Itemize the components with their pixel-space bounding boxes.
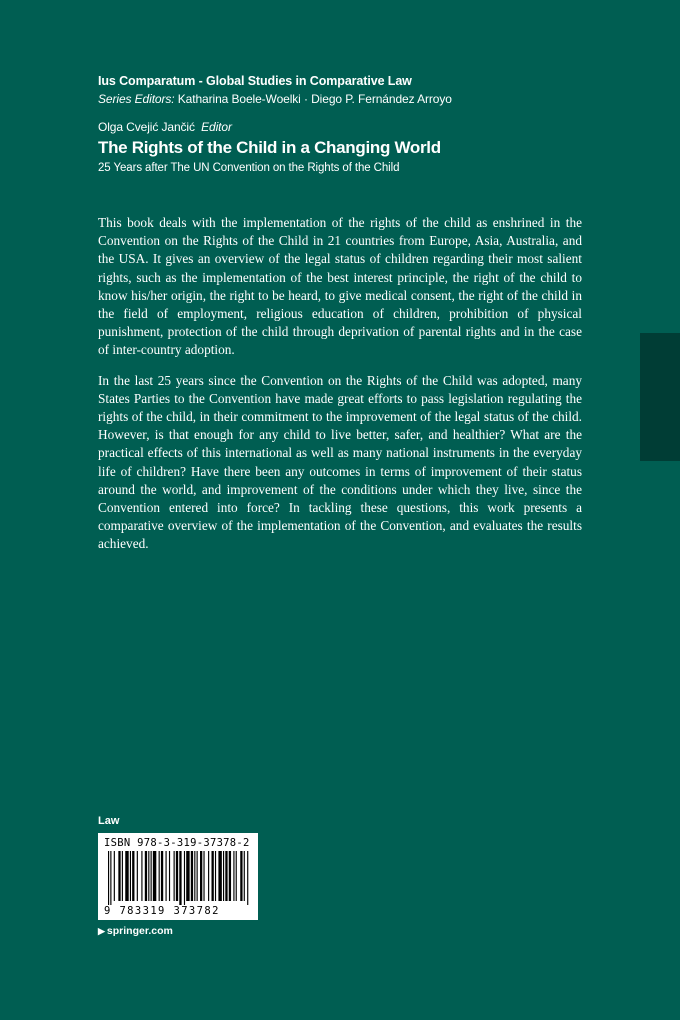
barcode-bar [169,851,170,901]
barcode-bar [244,851,245,901]
barcode-bar [145,851,147,901]
series-editors-names: Katharina Boele-Woelki · Diego P. Fernández Arroyo [177,92,452,106]
barcode-bar [110,851,111,905]
spine-color-tab [640,333,680,461]
barcode-digits: 9 783319 373782 [104,905,220,917]
editor-role: Editor [201,120,232,134]
barcode-bar [197,851,198,901]
barcode-bar [218,851,221,901]
book-title: The Rights of the Child in a Changing World [98,138,441,157]
subject-category: Law [98,815,120,827]
editor-name: Olga Cvejić Jančić [98,120,195,134]
barcode-bar [108,851,109,905]
barcode-bar [132,851,134,901]
barcode-bar [203,851,204,901]
description-paragraph-2: In the last 25 years since the Convention on the Rights of the Child was adopted, many States Parties to the Convention have made great efforts to pass legislation regulating the rights of the child, in their commitment to the improvement of the legal status of the child. However, is that enough for any child to live better, safer, and healthier? What are the practical effects of this international as well as many national instruments in the everyday life of children? Have there been any outcomes in terms of improvement of their status around the world, and improvement of the conditions under which they live, since the Convention entered into force? In tackling these questions, this work presents a comparative overview of the implementation of the Convention, and evaluates the results achieved. [98,372,582,552]
barcode-bar [176,851,178,901]
isbn-label: ISBN 978-3-319-37378-2 [104,837,250,849]
barcode-bar [191,851,193,901]
series-header [98,74,618,174]
barcode-bar [118,851,120,901]
book-description [98,214,582,566]
barcode-bar [141,851,142,901]
barcode-bar [153,851,156,901]
barcode-bar [125,851,128,901]
barcode-bar [159,851,160,901]
barcode-bar [114,851,115,901]
barcode-bar [174,851,175,901]
publisher-link[interactable] [98,925,173,937]
barcode-bar [166,851,167,901]
barcode-bar [215,851,216,901]
barcode-bar [184,851,185,905]
barcode-bar [130,851,131,901]
barcode-bar [186,851,189,901]
book-subtitle: 25 Years after The UN Convention on the Rights of the Child [98,162,400,174]
barcode-bar [236,851,237,901]
barcode-bar [229,851,231,901]
barcode-bar [240,851,242,901]
barcode-bar [137,851,138,901]
barcode-bar [151,851,152,901]
description-paragraph-1: This book deals with the implementation of the rights of the child as enshrined in the Convention on the Rights of the Child in 21 countries from Europe, Asia, Australia, and the USA. It gives an overview of the legal status of children regarding their most salient rights, such as the implementation of the best interest principle, the right of the child to know his/her origin, the right to be heard, to give medical consent, the right of the child in the field of employment, religious education of children, prohibition of physical punishment, protection of the child through deprivation of parental rights and in the case of inter-country adoption. [98,215,582,358]
barcode-bar [122,851,123,901]
barcode-bar [148,851,149,901]
barcode-bar [208,851,209,901]
barcode-bar [200,851,202,901]
barcode-bar [233,851,234,901]
barcode-bar [212,851,214,901]
barcode-bar [225,851,227,901]
publisher-url: springer.com [106,925,173,937]
barcode-bar [223,851,224,901]
barcode-bar [161,851,163,901]
series-title: Ius Comparatum - Global Studies in Comparative Law [98,74,412,88]
barcode-bars [104,851,252,905]
isbn-barcode [98,833,258,920]
barcode-bar [179,851,181,905]
barcode-bar [247,851,248,905]
barcode-bar [194,851,195,901]
volume-editor [98,120,618,134]
play-arrow-icon: ▶ [98,925,105,936]
series-editors [98,92,618,106]
series-editors-label: Series Editors: [98,92,175,106]
